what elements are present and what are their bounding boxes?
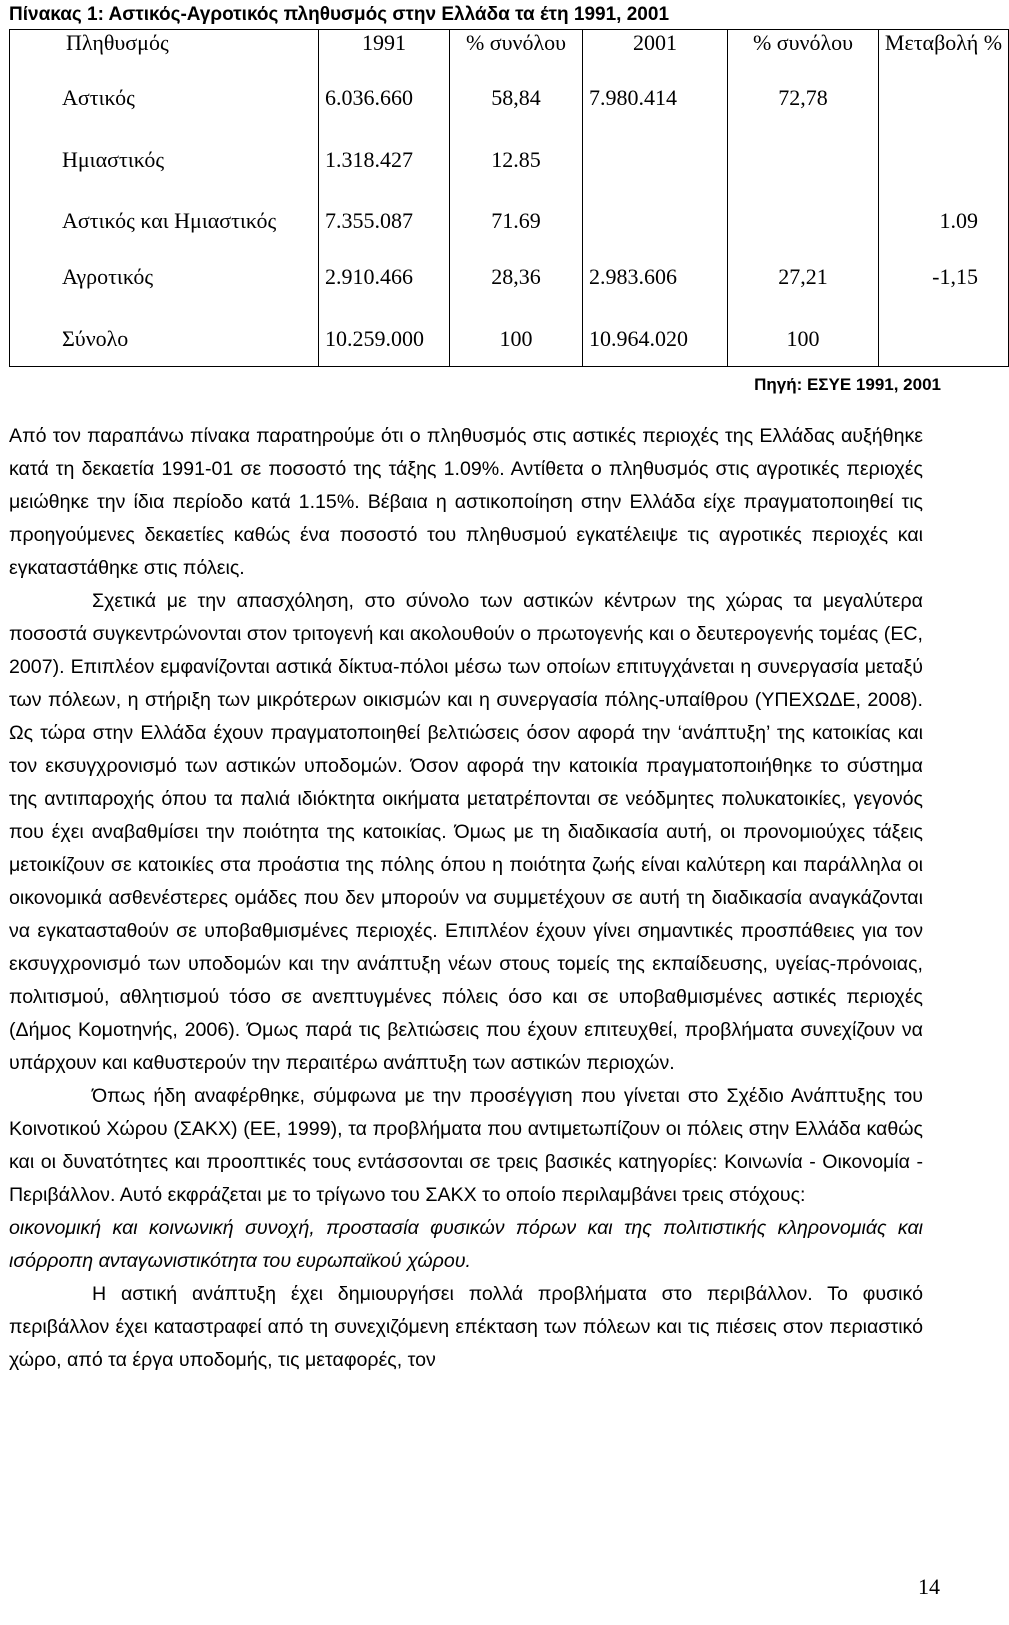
table-cell: 27,21	[728, 264, 879, 326]
table-cell: 100	[728, 326, 879, 367]
table-cell: 12.85	[450, 147, 583, 208]
row-label: Αστικός	[10, 85, 319, 147]
table-cell: 28,36	[450, 264, 583, 326]
table-cell: 58,84	[450, 85, 583, 147]
table-cell: 6.036.660	[319, 85, 450, 147]
table-cell	[879, 85, 1009, 147]
table-cell: 7.355.087	[319, 208, 450, 264]
table-row	[10, 264, 1009, 326]
table-cell	[879, 147, 1009, 208]
page-number: 14	[918, 1574, 940, 1599]
table-cell: 100	[450, 326, 583, 367]
table-cell: 1.09	[879, 208, 1009, 264]
table-cell	[583, 147, 728, 208]
table-source: Πηγή: ΕΣΥΕ 1991, 2001	[754, 375, 941, 394]
row-label: Αστικός και Ημιαστικός	[10, 208, 319, 264]
table-cell: 2.983.606	[583, 264, 728, 326]
table-row	[10, 208, 1009, 264]
table-cell: 71.69	[450, 208, 583, 264]
table-cell	[728, 208, 879, 264]
table-row	[10, 326, 1009, 367]
table-cell	[879, 326, 1009, 367]
table-cell: 1.318.427	[319, 147, 450, 208]
table-cell: -1,15	[879, 264, 1009, 326]
header-cell: 2001	[583, 30, 728, 86]
paragraph: Η αστική ανάπτυξη έχει δημιουργήσει πολλά προβλήματα στο περιβάλλον. Το φυσικό περιβάλλον έχει καταστραφεί από τη συνεχιζόμενη επέκταση των πόλεων και τις πιέσεις στον περιαστικό χώρο, από τα έργα υποδομής, τις μεταφορές, τον	[9, 1283, 923, 1371]
table-cell: 10.259.000	[319, 326, 450, 367]
header-cell: Μεταβολή %	[879, 30, 1009, 86]
table-cell	[583, 208, 728, 264]
population-table	[9, 29, 1009, 367]
paragraph: Όπως ήδη αναφέρθηκε, σύμφωνα με την προσέγγιση που γίνεται στο Σχέδιο Ανάπτυξης του Κοινοτικού Χώρου (ΣΑΚΧ) (ΕΕ, 1999), τα προβλήματα που αντιμετωπίζουν οι πόλεις στην Ελλάδα καθώς και οι δυνατότητες και προοπτικές τους εντάσσονται σε τρεις βασικές κατηγορίες: Κοινωνία - Οικονομία - Περιβάλλον. Αυτό εκφράζεται με το τρίγωνο του ΣΑΚΧ το οποίο περιλαμβάνει τρεις στόχους:	[9, 1085, 923, 1206]
table-caption: Πίνακας 1: Αστικός-Αγροτικός πληθυσμός στην Ελλάδα τα έτη 1991, 2001	[9, 4, 670, 25]
table-row	[10, 147, 1009, 208]
header-cell: % συνόλου	[728, 30, 879, 86]
row-label: Ημιαστικός	[10, 147, 319, 208]
header-cell: % συνόλου	[450, 30, 583, 86]
body-text	[9, 420, 923, 1377]
table-cell: 7.980.414	[583, 85, 728, 147]
italic-paragraph: οικονομική και κοινωνική συνοχή, προστασία φυσικών πόρων και της πολιτιστικής κληρονομιάς και ισόρροπη ανταγωνιστικότητα του ευρωπαϊκού χώρου.	[9, 1217, 923, 1272]
paragraph: Σχετικά με την απασχόληση, στο σύνολο των αστικών κέντρων της χώρας τα μεγαλύτερα ποσοστά συγκεντρώνονται στον τριτογενή και ακολουθούν ο πρωτογενής και ο δευτερογενής τομέας (EC, 2007). Επιπλέον εμφανίζονται αστικά δίκτυα-πόλοι μέσω των οποίων επιτυγχάνεται η συνεργασία μεταξύ των πόλεων, η στήριξη των μικρότερων οικισμών και η συνεργασία πόλης-υπαίθρου (ΥΠΕΧΩΔΕ, 2008). Ως τώρα στην Ελλάδα έχουν πραγματοποιηθεί βελτιώσεις όσον αφορά την ‘ανάπτυξη’ της κατοικίας και τον εκσυγχρονισμό των αστικών υποδομών. Όσον αφορά την κατοικία πραγματοποιήθηκε το σύστημα της αντιπαροχής όπου τα παλιά ιδιόκτητα οικήματα μετατρέπονται σε νεόδμητες πολυκατοικίες, γεγονός που έχει αναβαθμίσει την ποιότητα της κατοικίας. Όμως με τη διαδικασία αυτή, οι προνομιούχες τάξεις μετοικίζουν σε κατοικίες στα προάστια της πόλης όπου η ποιότητα ζωής είναι καλύτερη και παράλληλα οι οικονομικά ασθενέστερες ομάδες που δεν μπορούν να συμμετέχουν σε αυτή τη διαδικασία αναγκάζονται να εγκατασταθούν σε υποβαθμισμένες περιοχές. Επιπλέον έχουν γίνει σημαντικές προσπάθειες για τον εκσυγχρονισμό των υποδομών και την ανάπτυξη νέων στους τομείς της εκπαίδευσης, υγείας-πρόνοιας, πολιτισμού, αθλητισμού τόσο σε ανεπτυγμένες πόλεις όσο και σε υποβαθμισμένες αστικές περιοχές (Δήμος Κομοτηνής, 2006). Όμως παρά τις βελτιώσεις που έχουν επιτευχθεί, προβλήματα συνεχίζουν να υπάρχουν και καθυστερούν την περαιτέρω ανάπτυξη των αστικών περιοχών.	[9, 590, 923, 1074]
table-cell: 72,78	[728, 85, 879, 147]
header-cell: Πληθυσμός	[10, 30, 319, 86]
header-cell: 1991	[319, 30, 450, 86]
table-header-row	[10, 30, 1009, 86]
table-cell: 2.910.466	[319, 264, 450, 326]
table-row	[10, 85, 1009, 147]
paragraph: Από τον παραπάνω πίνακα παρατηρούμε ότι ο πληθυσμός στις αστικές περιοχές της Ελλάδας αυξήθηκε κατά τη δεκαετία 1991-01 σε ποσοστό της τάξης 1.09%. Αντίθετα ο πληθυσμός στις αγροτικές περιοχές μειώθηκε την ίδια περίοδο κατά 1.15%. Βέβαια η αστικοποίηση στην Ελλάδα είχε πραγματοποιηθεί τις προηγούμενες δεκαετίες καθώς ένα ποσοστό του πληθυσμού εγκατέλειψε τις αγροτικές περιοχές και εγκαταστάθηκε στις πόλεις.	[9, 425, 923, 579]
table-cell	[728, 147, 879, 208]
row-label: Αγροτικός	[10, 264, 319, 326]
table-cell: 10.964.020	[583, 326, 728, 367]
row-label: Σύνολο	[10, 326, 319, 367]
